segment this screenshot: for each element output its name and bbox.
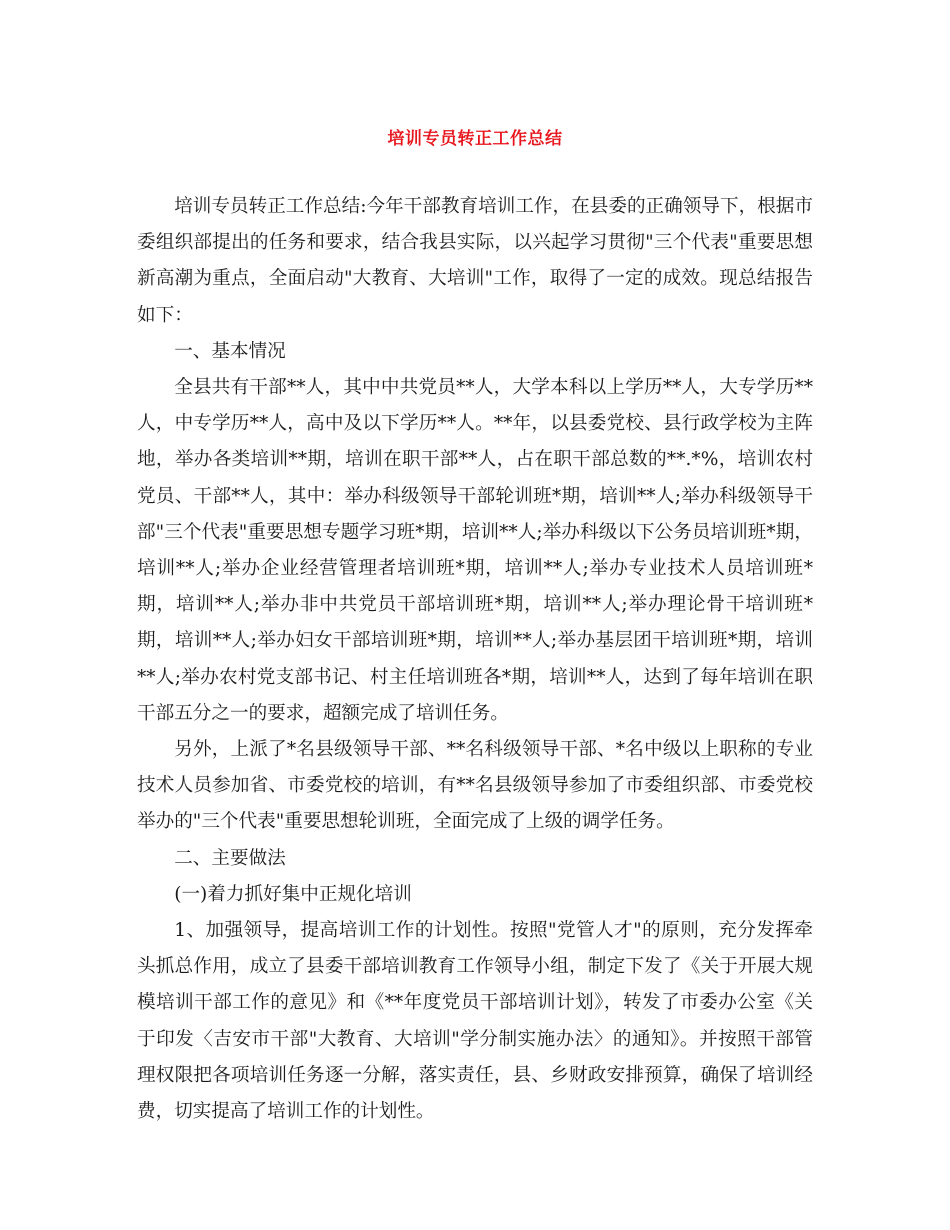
paragraph-basic-situation: 全县共有干部**人，其中中共党员**人，大学本科以上学历**人，大专学历**人，中专学历**人，高中及以下学历**人。**年，以县委党校、县行政学校为主阵地，举办各类培训**期，培训在职干部**人，占在职干部总数的**.*%，培训农村党员、干部**人，其中：举办科级领导干部轮训班*期，培训**人;举办科级领导干部"三个代表"重要思想专题学习班*期，培训**人;举办科级以下公务员培训班*期，培训**人;举办企业经营管理者培训班*期，培训**人;举办专业技术人员培训班*期，培训**人;举办非中共党员干部培训班*期，培训**人;举办理论骨干培训班*期，培训**人;举办妇女干部培训班*期，培训**人;举办基层团干培训班*期，培训**人;举办农村党支部书记、村主任培训班各*期，培训**人，达到了每年培训在职干部五分之一的要求，超额完成了培训任务。 <box>137 377 813 724</box>
document-title: 培训专员转正工作总结 <box>387 129 563 149</box>
paragraph-additional: 另外，上派了*名县级领导干部、**名科级领导干部、*名中级以上职称的专业技术人员参加省、市委党校的培训，有**名县级领导参加了市委组织部、市委党校举办的"三个代表"重要思想轮训班，全面完成了上级的调学任务。 <box>137 739 813 833</box>
document-body <box>137 189 813 1130</box>
section-heading-basic-situation: 一、基本情况 <box>174 340 286 362</box>
section-heading-main-practices: 二、主要做法 <box>174 847 286 869</box>
subsection-heading-centralized-training: (一)着力抓好集中正规化培训 <box>174 883 412 905</box>
paragraph-leadership: 1、加强领导，提高培训工作的计划性。按照"党管人才"的原则，充分发挥牵头抓总作用，成立了县委干部培训教育工作领导小组，制定下发了《关于开展大规模培训干部工作的意见》和《**年度党员干部培训计划》，转发了市委办公室《关于印发〈吉安市干部"大教育、大培训"学分制实施办法〉的通知》。并按照干部管理权限把各项培训任务逐一分解，落实责任，县、乡财政安排预算，确保了培训经费，切实提高了培训工作的计划性。 <box>137 920 813 1123</box>
paragraph-intro: 培训专员转正工作总结:今年干部教育培训工作，在县委的正确领导下，根据市委组织部提出的任务和要求，结合我县实际，以兴起学习贯彻"三个代表"重要思想新高潮为重点，全面启动"大教育、大培训"工作，取得了一定的成效。现总结报告如下： <box>137 196 813 326</box>
